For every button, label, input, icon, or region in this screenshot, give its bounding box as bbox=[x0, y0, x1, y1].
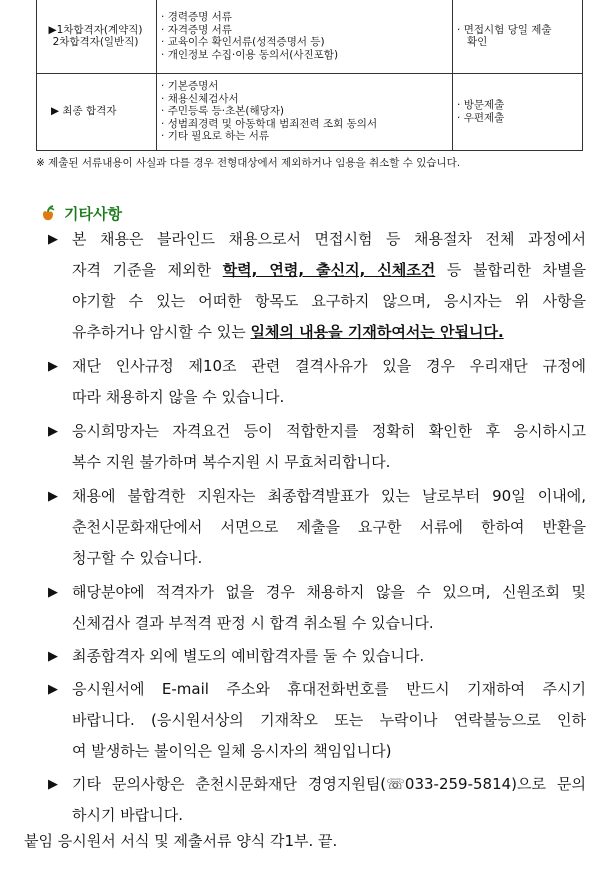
bullet-icon: ▶ bbox=[48, 424, 58, 439]
list-item: · 경력증명 서류 bbox=[161, 11, 448, 24]
section-header bbox=[40, 203, 122, 224]
docs-cell bbox=[157, 0, 453, 73]
item-line: 채용에 불합격한 지원자는 최종합격발표가 있는 날로부터 90일 이내에, bbox=[72, 487, 586, 505]
docs-cell bbox=[157, 73, 453, 150]
list-item: · 우편제출 bbox=[457, 112, 578, 125]
table-row bbox=[37, 0, 583, 73]
item-line: 바랍니다. (응시원서상의 기재착오 또는 누락이나 연락불능으로 인하 bbox=[72, 711, 586, 729]
item-line: 기타 문의사항은 춘천시문화재단 경영지원팀(☏033-259-5814)으로 문의 bbox=[72, 775, 586, 793]
bullet-icon: ▶ bbox=[48, 585, 58, 600]
item-line: 청구할 수 있습니다. bbox=[72, 549, 203, 567]
item-line: 야기할 수 있는 어떠한 항목도 요구하지 않으며, 응시자는 위 사항을 bbox=[72, 292, 586, 310]
item-line: 응시원서에 E-mail 주소와 휴대전화번호를 반드시 기재하여 주시기 bbox=[72, 680, 586, 698]
item-line: 유추하거나 암시할 수 있는 일체의 내용을 기재하여서는 안됩니다. bbox=[72, 323, 504, 341]
bullet-icon: ▶ bbox=[48, 359, 58, 374]
documents-table bbox=[36, 0, 583, 151]
bullet-icon: ▶ bbox=[48, 232, 58, 247]
row-head-line: 2차합격자(일반직) bbox=[52, 36, 139, 49]
bullet-icon: ▶ bbox=[48, 682, 58, 697]
method-cell bbox=[453, 0, 583, 73]
notice-list bbox=[48, 224, 586, 831]
list-item: · 면접시험 당일 제출 bbox=[457, 24, 578, 37]
pin-icon bbox=[40, 205, 56, 223]
list-item: · 주민등록 등·초본(해당자) bbox=[161, 105, 448, 118]
list-item: · 기본증명서 bbox=[161, 80, 448, 93]
item-line: 해당분야에 적격자가 없을 경우 채용하지 않을 수 있으며, 신원조회 및 bbox=[72, 583, 586, 601]
item-line: 복수 지원 불가하며 복수지원 시 무효처리합니다. bbox=[72, 453, 391, 471]
method-cell bbox=[453, 73, 583, 150]
item-line: 하시기 바랍니다. bbox=[72, 806, 183, 824]
attachment-footer: 붙임 응시원서 서식 및 제출서류 양식 각1부. 끝. bbox=[24, 832, 338, 850]
table-row bbox=[37, 73, 583, 150]
list-item: · 개인정보 수집·이용 동의서(사진포함) bbox=[161, 49, 448, 62]
row-head-line: ▶ 최종 합격자 bbox=[51, 105, 117, 118]
emphasis-text: 일체의 내용을 기재하여서는 안됩니다. bbox=[250, 323, 504, 341]
list-item bbox=[48, 481, 586, 574]
list-item: · 성범죄경력 및 아동학대 범죄전력 조회 동의서 bbox=[161, 118, 448, 131]
row-head bbox=[37, 73, 157, 150]
item-line: 최종합격자 외에 별도의 예비합격자를 둘 수 있습니다. bbox=[72, 647, 425, 665]
item-line: 자격 기준을 제외한 학력, 연령, 출신지, 신체조건 등 불합리한 차별을 bbox=[72, 261, 586, 279]
item-line: 본 채용은 블라인드 채용으로서 면접시험 등 채용절차 전체 과정에서 bbox=[72, 230, 586, 248]
bullet-icon: ▶ bbox=[48, 777, 58, 792]
item-line: 춘천시문화재단에서 서면으로 제출을 요구한 서류에 한하여 반환을 bbox=[72, 518, 586, 536]
bullet-icon: ▶ bbox=[48, 489, 58, 504]
item-line: 여 발생하는 불이익은 일체 응시자의 책임입니다) bbox=[72, 742, 392, 760]
table-note: ※ 제출된 서류내용이 사실과 다를 경우 전형대상에서 제외하거나 임용을 취소할 수 있습니다. bbox=[36, 157, 461, 169]
bullet-icon: ▶ bbox=[48, 649, 58, 664]
list-item bbox=[48, 416, 586, 478]
list-item: · 기타 필요로 하는 서류 bbox=[161, 130, 448, 143]
row-head bbox=[37, 0, 157, 73]
list-item: · 방문제출 bbox=[457, 99, 578, 112]
item-line: 재단 인사규정 제10조 관련 결격사유가 있을 경우 우리재단 규정에 bbox=[72, 357, 586, 375]
list-item: · 자격증명 서류 bbox=[161, 24, 448, 37]
list-item-cont: 확인 bbox=[467, 36, 488, 49]
item-line: 응시희망자는 자격요건 등이 적합한지를 정확히 확인한 후 응시하시고 bbox=[72, 422, 586, 440]
list-item bbox=[48, 351, 586, 413]
item-line: 따라 채용하지 않을 수 있습니다. bbox=[72, 388, 285, 406]
list-item: · 채용신체검사서 bbox=[161, 93, 448, 106]
list-item: · 교육이수 확인서류(성적증명서 등) bbox=[161, 36, 448, 49]
list-item bbox=[48, 224, 586, 348]
item-line: 신체검사 결과 부적격 판정 시 합격 취소될 수 있습니다. bbox=[72, 614, 434, 632]
list-item bbox=[48, 674, 586, 767]
list-item bbox=[48, 769, 586, 831]
list-item bbox=[48, 641, 586, 672]
emphasis-text: 학력, 연령, 출신지, 신체조건 bbox=[222, 261, 436, 279]
list-item bbox=[48, 577, 586, 639]
section-title: 기타사항 bbox=[64, 205, 122, 223]
row-head-line: ▶1차합격자(계약직) bbox=[48, 23, 143, 36]
